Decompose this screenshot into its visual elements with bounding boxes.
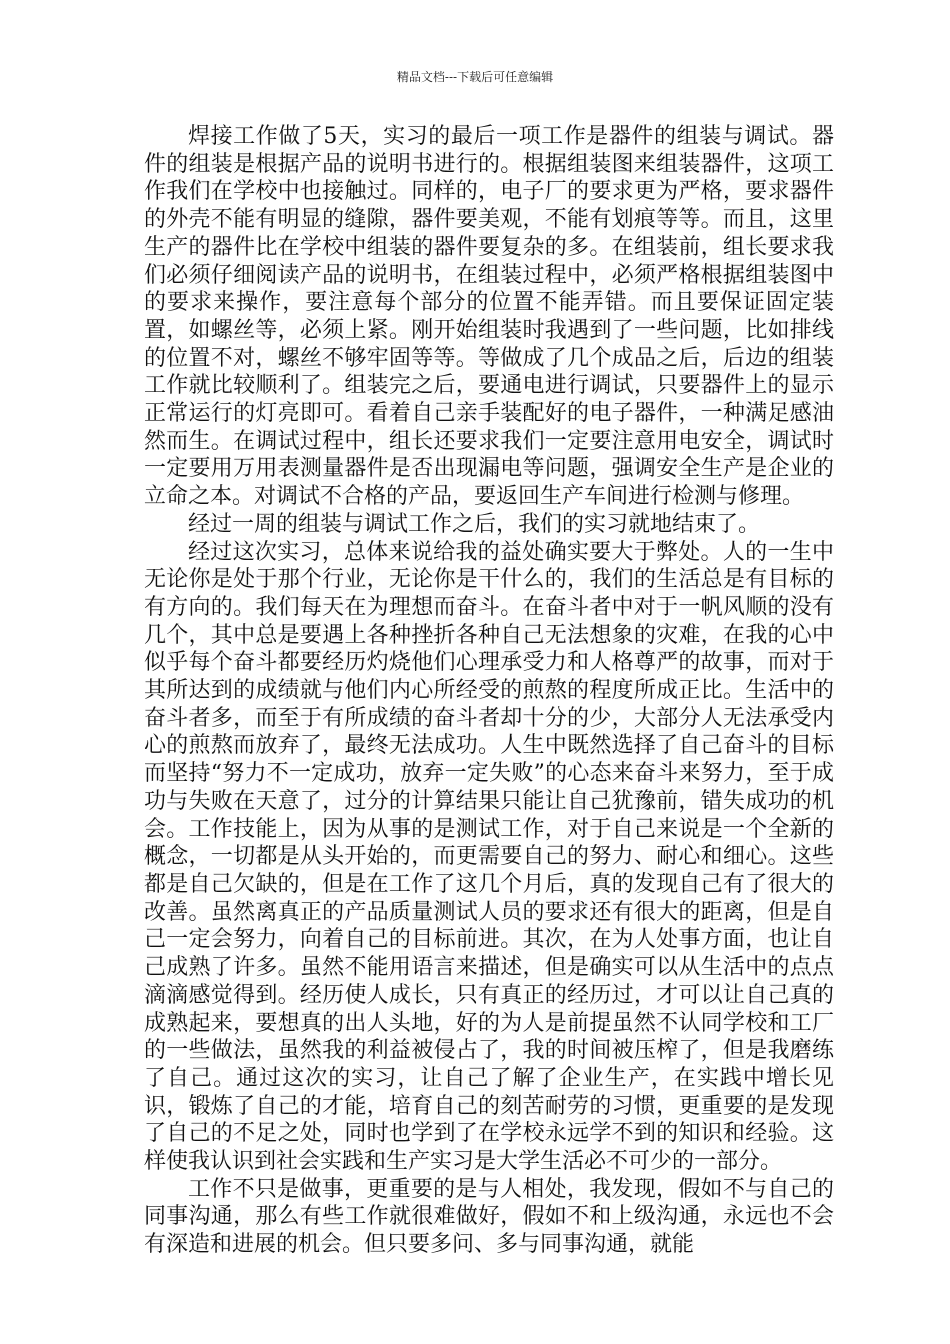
paragraph: 经过这次实习，总体来说给我的益处确实要大于弊处。人的一生中无论你是处于那个行业，无论你是干什么的，我们的生活总是有目标的有方向的。我们每天在为理想而奋斗。在奋斗者中对于一帆风顺的没有几个，其中总是要遇上各种挫折各种自己无法想象的灾难，在我的心中似乎每个奋斗都要经历灼烧他们心理承受力和人格尊严的故事，而对于其所达到的成绩就与他们内心所经受的煎熬的程度所成正比。生活中的奋斗者多，而至于有所成绩的奋斗者却十分的少，大部分人无法承受内心的煎熬而放弃了，最终无法成功。人生中既然选择了自己奋斗的目标而坚持“努力不一定成功，放弃一定失败”的心态来奋斗来努力，至于成功与失败在天意了，过分的计算结果只能让自己犹豫前，错失成功的机会。工作技能上，因为从事的是测试工作，对于自己来说是一个全新的概念，一切都是从头开始的，而更需要自己的努力、耐心和细心。这些都是自己欠缺的，但是在工作了这几个月后，真的发现自己有了很大的改善。虽然离真正的产品质量测试人员的要求还有很大的距离，但是自己一定会努力，向着自己的目标前进。其次，在为人处事方面，也让自己成熟了许多。虽然不能用语言来描述，但是确实可以从生活中的点点滴滴感觉得到。经历使人成长，只有真正的经历过，才可以让自己真的成熟起来，要想真的出人头地，好的为人是前提虽然不认同学校和工厂的一些做法，虽然我的利益被侵占了，我的时间被压榨了，但是我磨练了自己。通过这次的实习，让自己了解了企业生产，在实践中增长见识，锻炼了自己的才能，培育自己的刻苦耐劳的习惯，更重要的是发现了自己的不足之处，同时也学到了在学校永远学不到的知识和经验。这样使我认识到社会实践和生产实习是大学生活必不可少的一部分。 bbox=[144, 539, 834, 1175]
page-header: 精品文档---下载后可任意编辑 bbox=[396, 70, 554, 84]
paragraph: 工作不只是做事，更重要的是与人相处，我发现，假如不与自己的同事沟通，那么有些工作就很难做好，假如不和上级沟通，永远也不会有深造和进展的机会。但只要多问、多与同事沟通，就能 bbox=[144, 1176, 834, 1258]
body-text bbox=[144, 123, 834, 1259]
paragraph: 经过一周的组装与调试工作之后，我们的实习就地结束了。 bbox=[188, 511, 761, 537]
paragraph: 焊接工作做了5天，实习的最后一项工作是器件的组装与调试。器件的组装是根据产品的说明书进行的。根据组装图来组装器件，这项工作我们在学校中也接触过。同样的，电子厂的要求更为严格，要求器件的外壳不能有明显的缝隙，器件要美观，不能有划痕等等。而且，这里生产的器件比在学校中组装的器件要复杂的多。在组装前，组长要求我们必须仔细阅读产品的说明书，在组装过程中，必须严格根据组装图中的要求来操作，要注意每个部分的位置不能弄错。而且要保证固定装置，如螺丝等，必须上紧。刚开始组装时我遇到了一些问题，比如排线的位置不对，螺丝不够牢固等等。等做成了几个成品之后，后边的组装工作就比较顺利了。组装完之后，要通电进行调试，只要器件上的显示正常运行的灯亮即可。看着自己亲手装配好的电子器件，一种满足感油然而生。在调试过程中，组长还要求我们一定要注意用电安全，调试时一定要用万用表测量器件是否出现漏电等问题，强调安全生产是企业的立命之本。对调试不合格的产品，要返回生产车间进行检测与修理。 bbox=[144, 124, 834, 510]
